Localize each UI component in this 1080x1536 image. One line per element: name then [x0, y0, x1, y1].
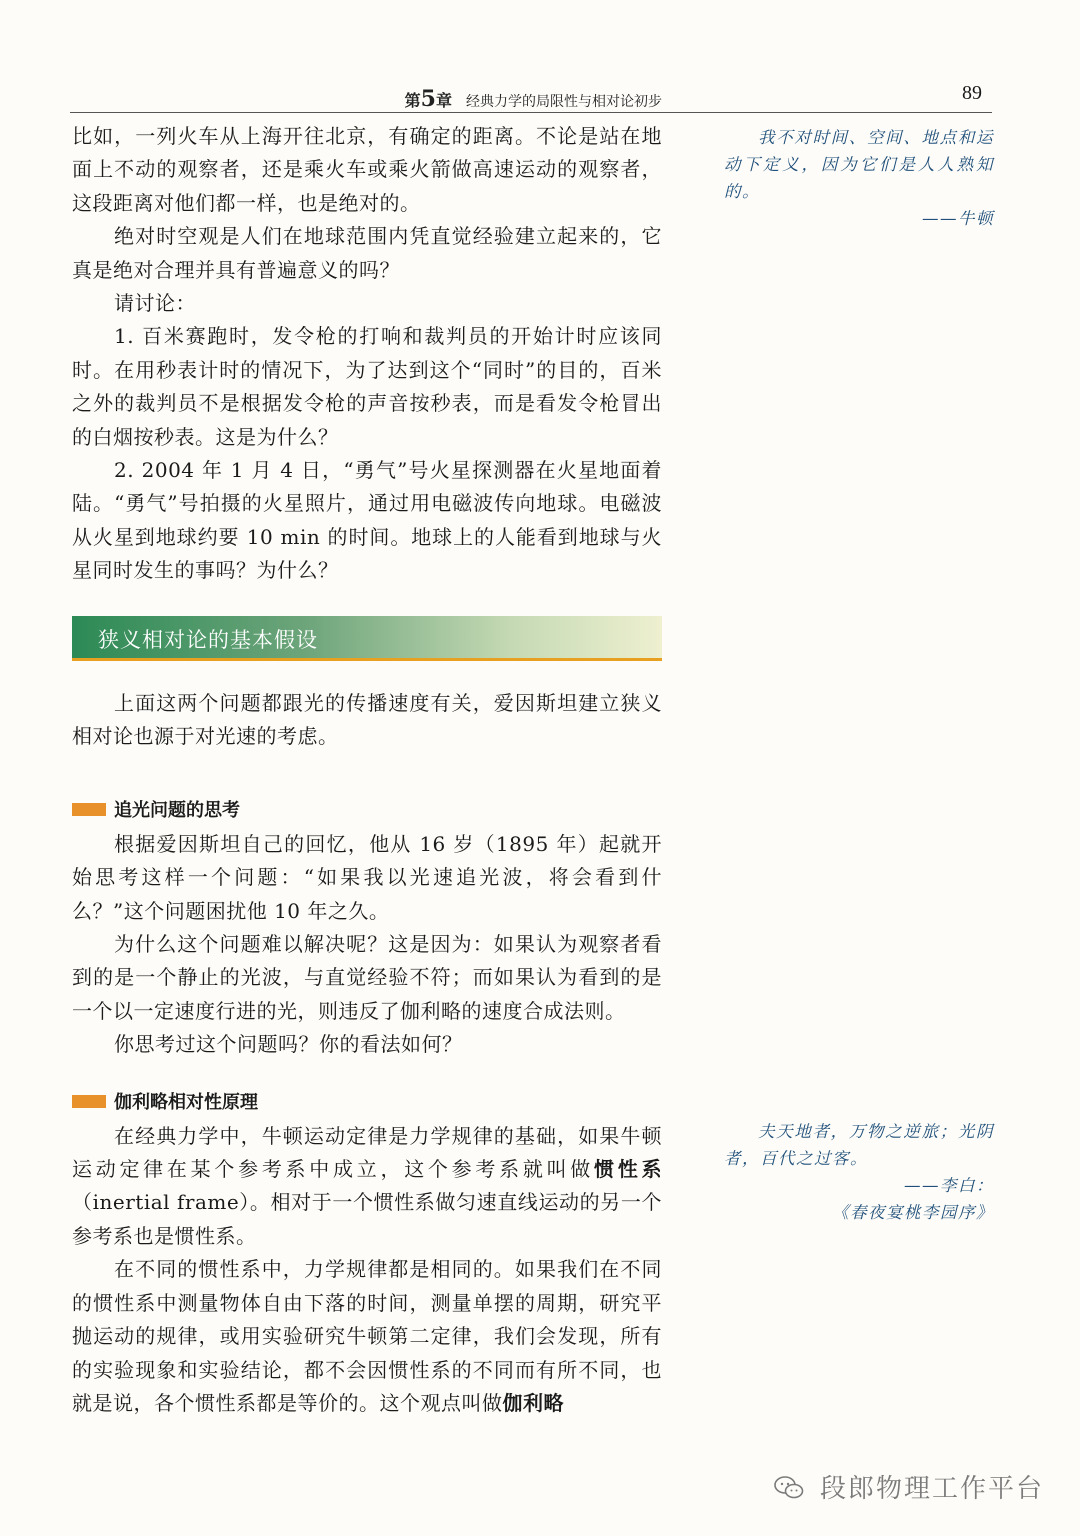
discussion-item: 2. 2004 年 1 月 4 日，“勇气”号火星探测器在火星地面着陆。“勇气”号拍摄的火星照片，通过用电磁波传向地球。电磁波从火星到地球约要 10 min 的时间。地球上的人能看到地球与火星同时发生的事吗？为什么？	[72, 458, 662, 583]
paragraph	[72, 1120, 662, 1254]
text-run: （inertial frame）。相对于一个惯性系做匀速直线运动的另一个参考系也是惯性系。	[72, 1190, 662, 1248]
section-title: 狭义相对论的基本假设	[98, 628, 318, 652]
paragraph: 你思考过这个问题吗？你的看法如何？	[114, 1032, 463, 1057]
quote-author: ——李白：	[904, 1176, 994, 1195]
term-galileo: 伽利略	[502, 1390, 564, 1415]
wechat-icon	[774, 1475, 814, 1503]
chapter-number: 5	[420, 86, 436, 112]
subsection-title: 伽利略相对性原理	[114, 1091, 258, 1113]
paragraph: 根据爱因斯坦自己的回忆，他从 16 岁（1895 年）起就开始思考这样一个问题：“如果我以光速追光波，将会看到什么？”这个问题困扰他 10 年之久。	[72, 831, 662, 923]
chapter-title: 经典力学的局限性与相对论初步	[466, 94, 662, 110]
watermark	[774, 1468, 1044, 1505]
subsection-heading	[72, 794, 662, 828]
subsection-marker	[72, 1095, 106, 1108]
sidebar-quote-newton	[724, 124, 994, 232]
main-text-top	[72, 120, 662, 588]
main-text-section	[72, 687, 662, 1420]
text-run: 在不同的惯性系中，力学规律都是相同的。如果我们在不同的惯性系中测量物体自由下落的时间，测量单摆的周期，研究平抛运动的规律，或用实验研究牛顿第二定律，我们会发现，所有的实验现象和实验结论，都不会因惯性系的不同而有所不同，也就是说，各个惯性系都是等价的。这个观点叫做	[72, 1257, 662, 1415]
paragraph: 上面这两个问题都跟光的传播速度有关，爱因斯坦建立狭义相对论也源于对光速的考虑。	[72, 691, 662, 749]
discussion-item: 1. 百米赛跑时，发令枪的打响和裁判员的开始计时应该同时。在用秒表计时的情况下，为了达到这个“同时”的目的，百米之外的裁判员不是根据发令枪的声音按秒表，而是看发令枪冒出的白烟按秒表。这是为什么？	[72, 324, 662, 449]
chapter-heading	[405, 86, 662, 112]
paragraph: 为什么这个问题难以解决呢？这是因为：如果认为观察者看到的是一个静止的光波，与直觉经验不符；而如果认为看到的是一个以一定速度行进的光，则违反了伽利略的速度合成法则。	[72, 932, 662, 1023]
quote-author: ——牛顿	[922, 209, 994, 228]
section-heading	[72, 616, 662, 661]
paragraph	[72, 1253, 662, 1420]
page-header	[70, 84, 992, 113]
subsection-heading	[72, 1086, 662, 1120]
subsection-title: 追光问题的思考	[114, 799, 240, 821]
quote-text: 我不对时间、空间、地点和运动下定义，因为它们是人人熟知的。	[724, 128, 994, 201]
chapter-label-pre: 第	[404, 91, 421, 110]
quote-source: 《春夜宴桃李园序》	[832, 1203, 994, 1222]
paragraph: 比如，一列火车从上海开往北京，有确定的距离。不论是站在地面上不动的观察者，还是乘火车或乘火箭做高速运动的观察者，这段距离对他们都一样，也是绝对的。	[72, 124, 662, 215]
term-inertial-frame: 惯性系	[594, 1157, 663, 1182]
sidebar-quote-libai	[724, 1118, 994, 1226]
paragraph: 绝对时空观是人们在地球范围内凭直觉经验建立起来的，它真是绝对合理并具有普遍意义的吗？	[72, 224, 662, 282]
watermark-text: 段郎物理工作平台	[819, 1474, 1044, 1504]
text-run: 在经典力学中，牛顿运动定律是力学规律的基础，如果牛顿运动定律在某个参考系中成立，这个参考系就叫做	[72, 1123, 662, 1182]
quote-text: 夫天地者，万物之逆旅；光阴者，百代之过客。	[724, 1122, 994, 1168]
paragraph: 请讨论：	[114, 291, 196, 316]
page-number: 89	[962, 82, 982, 104]
chapter-label-post: 章	[435, 91, 452, 110]
subsection-marker	[72, 803, 106, 816]
